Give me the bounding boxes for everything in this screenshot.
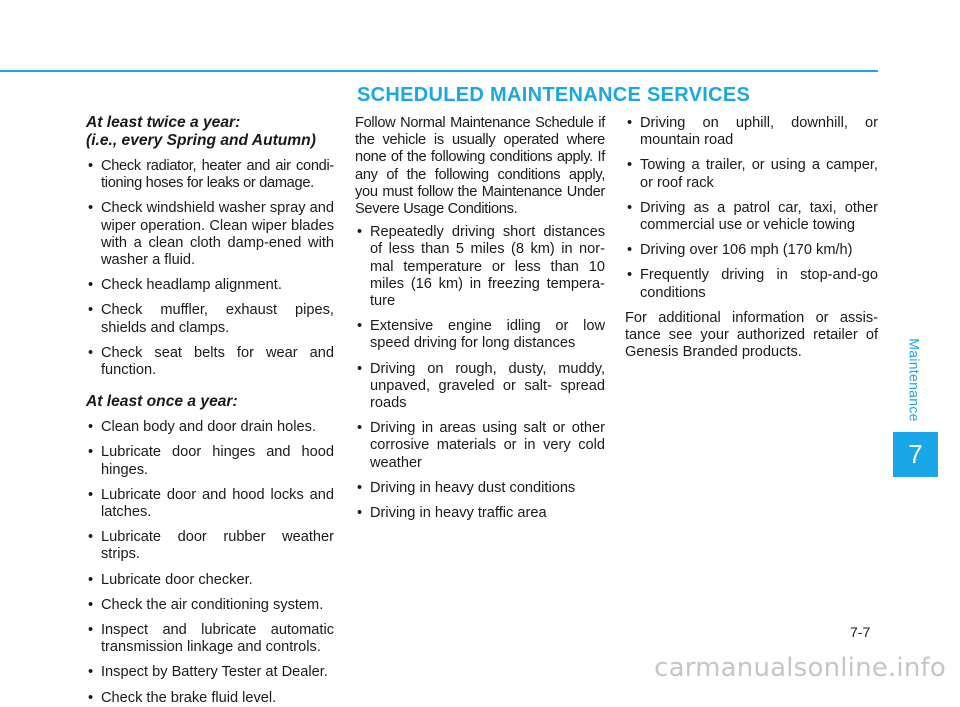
list-item: • Check the brake fluid level.: [86, 690, 334, 707]
list-item: • Check muffler, exhaust pipes, shields and clamps.: [86, 302, 334, 336]
list-item: • Inspect by Battery Tester at Dealer.: [86, 664, 334, 681]
list-item: • Driving in heavy traffic area: [355, 505, 605, 522]
twice-a-year-heading: [86, 114, 334, 150]
list-item: • Frequently driving in stop-and-go conditions: [625, 267, 878, 301]
section-title: SCHEDULED MAINTENANCE SERVICES: [357, 84, 751, 106]
list-item: • Check radiator, heater and air condi-tioning hoses for leaks or damage.: [86, 158, 334, 192]
column-3: [625, 115, 878, 361]
list-item: • Towing a trailer, or using a camper, or roof rack: [625, 157, 878, 191]
list-item: • Extensive engine idling or low speed driving for long distances: [355, 318, 605, 352]
twice-heading-line1: At least twice a year:: [86, 114, 241, 131]
chapter-number-badge: 7: [893, 432, 938, 477]
severe-conditions-list-continued: [625, 115, 878, 302]
chapter-tab-text: Maintenance: [907, 338, 923, 422]
watermark-text: carmanualsonline.info: [654, 653, 946, 683]
column-1: [86, 114, 334, 707]
list-item: • Check the air conditioning system.: [86, 597, 334, 614]
list-item: • Driving on rough, dusty, muddy, unpaved, graveled or salt- spread roads: [355, 361, 605, 413]
chapter-tab-label: [905, 340, 925, 420]
list-item: • Driving in areas using salt or other corrosive materials or in very cold weather: [355, 420, 605, 472]
list-item: • Driving in heavy dust conditions: [355, 480, 605, 497]
list-item: • Check seat belts for wear and function.: [86, 345, 334, 379]
twice-a-year-list: [86, 158, 334, 379]
once-a-year-list: [86, 419, 334, 707]
column-2: [355, 115, 605, 522]
twice-heading-line2: (i.e., every Spring and Autumn): [86, 132, 316, 149]
list-item: • Lubricate door rubber weather strips.: [86, 529, 334, 563]
list-item: • Driving on uphill, downhill, or mountain road: [625, 115, 878, 149]
list-item: • Lubricate door checker.: [86, 572, 334, 589]
closing-paragraph: For additional information or assis-tance see your authorized retailer of Genesis Branded products.: [625, 309, 878, 361]
list-item: • Repeatedly driving short distances of less than 5 miles (8 km) in nor-mal temperature or less than 10 miles (16 km) in freezing tempera-ture: [355, 224, 605, 310]
list-item: • Lubricate door hinges and hood hinges.: [86, 444, 334, 478]
severe-usage-intro: Follow Normal Maintenance Schedule if the vehicle is usually operated where none of the following conditions apply. If any of the following conditions apply, you must follow the Maintenance Under Severe Usage Conditions.: [355, 115, 605, 218]
list-item: • Driving as a patrol car, taxi, other commercial use or vehicle towing: [625, 200, 878, 234]
list-item: • Inspect and lubricate automatic transmission linkage and controls.: [86, 622, 334, 656]
list-item: • Clean body and door drain holes.: [86, 419, 334, 436]
page-number: 7-7: [850, 624, 871, 640]
list-item: • Check windshield washer spray and wiper operation. Clean wiper blades with a clean cloth damp-ened with washer a fluid.: [86, 200, 334, 269]
list-item: • Check headlamp alignment.: [86, 277, 334, 294]
severe-conditions-list: [355, 224, 605, 522]
list-item: • Driving over 106 mph (170 km/h): [625, 242, 878, 259]
once-a-year-heading: At least once a year:: [86, 393, 238, 411]
header-rule: [0, 70, 878, 72]
list-item: • Lubricate door and hood locks and latches.: [86, 487, 334, 521]
